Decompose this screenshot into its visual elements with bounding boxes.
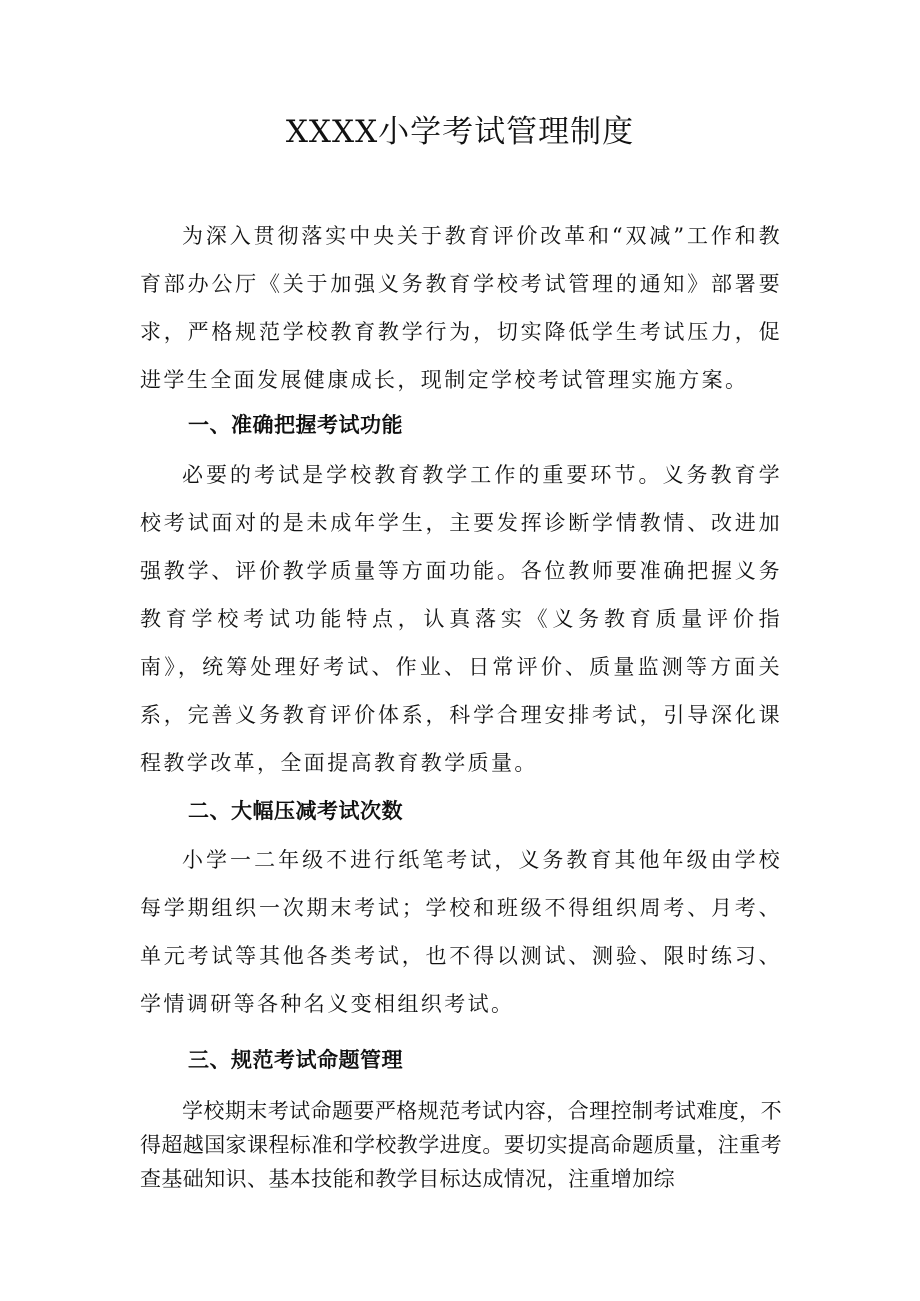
- document-title: XXXX小学考试管理制度: [285, 114, 635, 150]
- section-2-heading: 二、大幅压减考试次数: [188, 799, 403, 823]
- section-3-heading: 三、规范考试命题管理: [188, 1048, 403, 1072]
- section-2-body: 小学一二年级不进行纸笔考试，义务教育其他年级由学校每学期组织一次期末考试；学校和班级不得组织周考、月考、单元考试等其他各类考试，也不得以测试、测验、限时练习、学情调研等各种名义变相组织考试。: [140, 848, 782, 1016]
- section-1-body: 必要的考试是学校教育教学工作的重要环节。义务教育学校考试面对的是未成年学生，主要发挥诊断学情教情、改进加强教学、评价教学质量等方面功能。各位教师要准确把握义务教育学校考试功能特点，认真落实《义务教育质量评价指南》，统筹处理好考试、作业、日常评价、质量监测等方面关系，完善义务教育评价体系，科学合理安排考试，引导深化课程教学改革，全面提高教育教学质量。: [140, 463, 782, 775]
- intro-paragraph: 为深入贯彻落实中央关于教育评价改革和“双减”工作和教育部办公厅《关于加强义务教育学校考试管理的通知》部署要求，严格规范学校教育教学行为，切实降低学生考试压力，促进学生全面发展健康成长，现制定学校考试管理实施方案。: [140, 224, 782, 392]
- section-3-body: 学校期末考试命题要严格规范考试内容，合理控制考试难度，不得超越国家课程标准和学校教学进度。要切实提高命题质量，注重考查基础知识、基本技能和教学目标达成情况，注重增加综: [140, 1099, 782, 1191]
- section-1-heading: 一、准确把握考试功能: [188, 413, 403, 437]
